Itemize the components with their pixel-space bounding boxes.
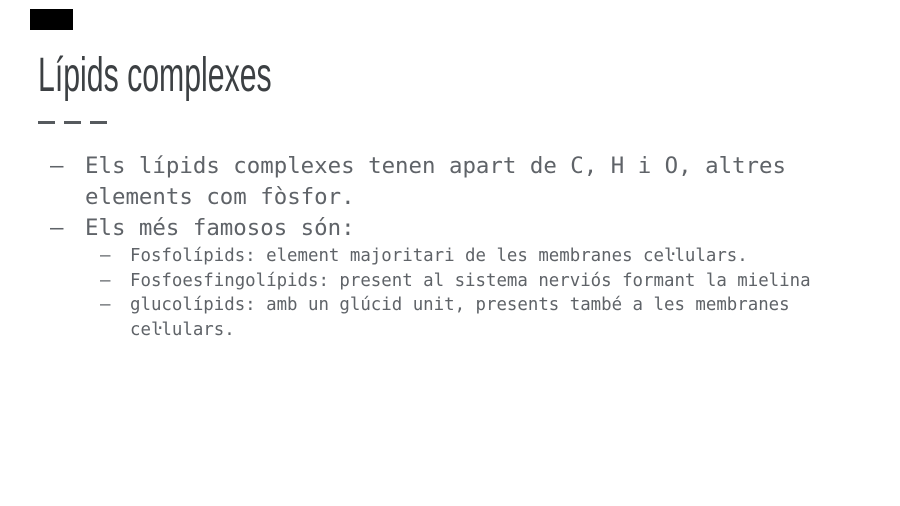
list-item	[50, 213, 811, 244]
sub-list-item	[100, 293, 811, 318]
bullet-text: Fosfoesfingolípids: present al sistema nerviós formant la mielina	[130, 270, 811, 291]
bullet-marker: –	[50, 153, 64, 179]
list-item	[50, 151, 811, 182]
bullet-text: Fosfolípids: element majoritari de les membranes ceŀlulars.	[130, 246, 748, 266]
black-rectangle-mark	[30, 9, 73, 30]
bullet-text: Els més famosos són:	[85, 215, 355, 241]
bullet-text: glucolípids: amb un glúcid unit, presents també a les membranes	[130, 295, 790, 315]
bullet-list	[50, 151, 811, 342]
bullet-marker: –	[100, 270, 111, 291]
bullet-marker: –	[100, 295, 111, 315]
bullet-marker: –	[50, 215, 64, 241]
bullet-text: elements com fòsfor.	[85, 184, 355, 210]
divider-dash	[38, 121, 55, 124]
divider-dash	[64, 121, 81, 124]
bullet-marker: –	[100, 246, 111, 266]
sub-list-item	[100, 269, 811, 294]
bullet-text: ceŀlulars.	[130, 319, 235, 340]
sub-list-item	[100, 244, 811, 269]
bullet-marker-empty	[50, 182, 85, 213]
divider-dash	[90, 121, 107, 124]
bullet-text: Els lípids complexes tenen apart de C, H i O, altres	[85, 153, 786, 179]
sub-list-item-continuation	[100, 318, 811, 343]
title-divider	[38, 121, 107, 124]
slide-title: Lípids complexes	[38, 49, 272, 102]
list-item-continuation	[50, 182, 811, 213]
bullet-marker-empty	[100, 318, 130, 343]
